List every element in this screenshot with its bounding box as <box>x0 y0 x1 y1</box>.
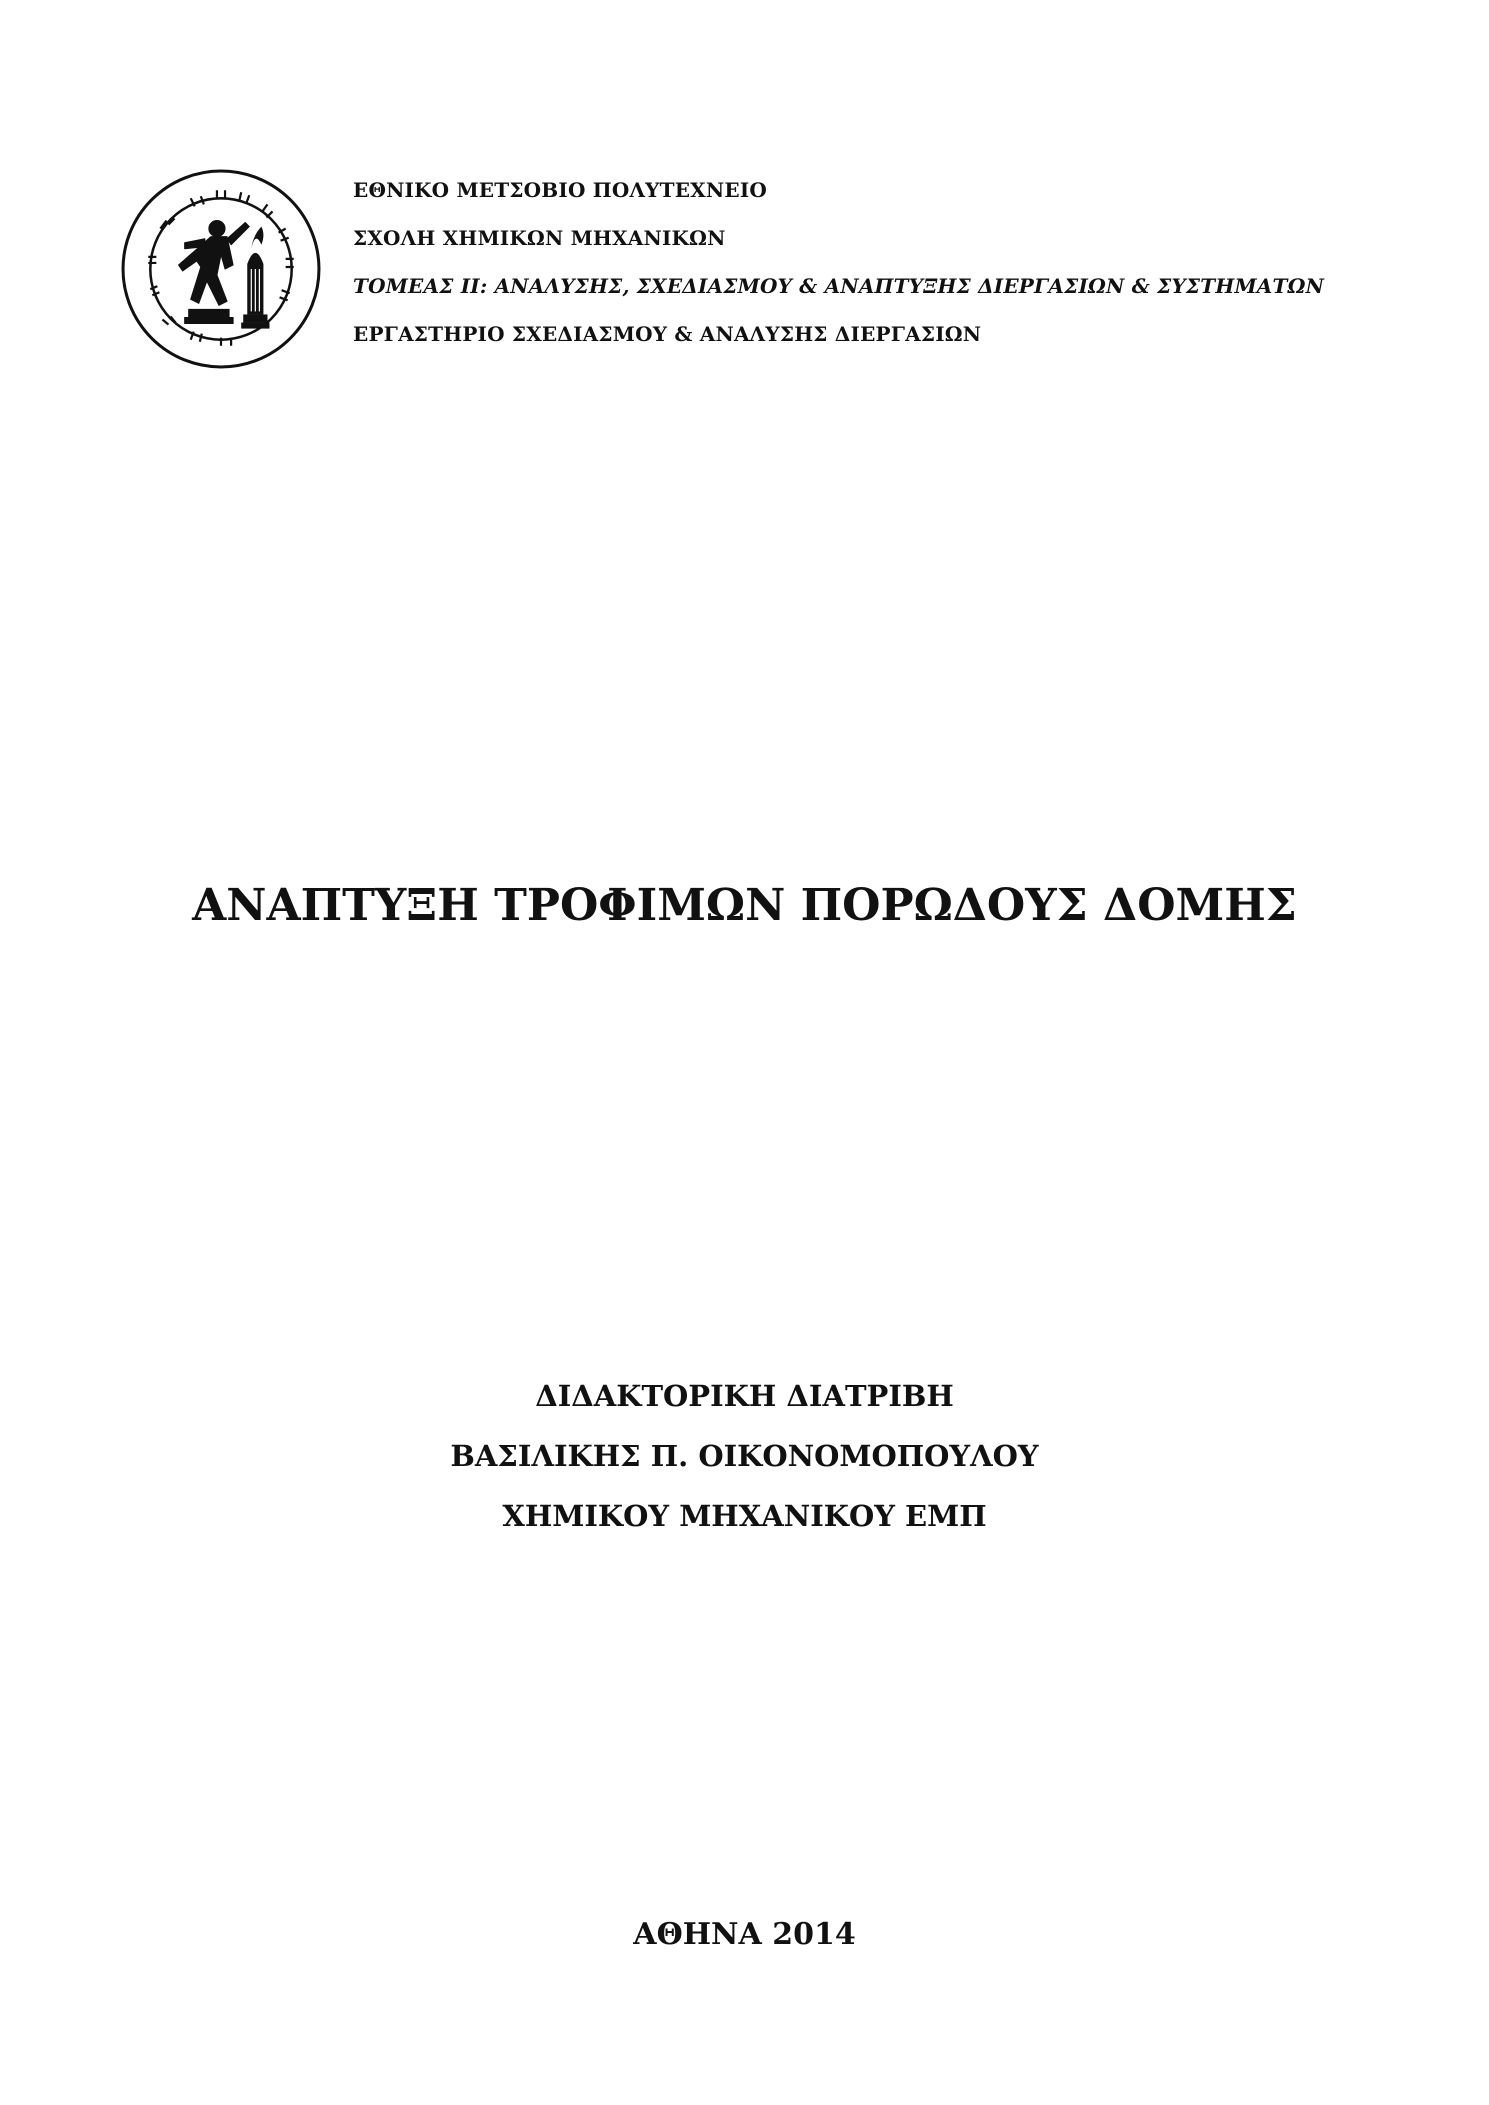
thesis-info <box>0 1378 1489 1558</box>
department-name: ΤΟΜΕΑΣ ΙΙ: ΑΝΑΛΥΣΗΣ, ΣΧΕΔΙΑΣΜΟΥ & ΑΝΑΠΤΥΞΗΣ ΔΙΕΡΓΑΣΙΩΝ & ΣΥΣΤΗΜΑΤΩΝ <box>353 274 1325 298</box>
institution-header <box>353 178 1433 370</box>
thesis-author: ΒΑΣΙΛΙΚΗΣ Π. ΟΙΚΟΝΟΜΟΠΟΥΛΟΥ <box>450 1439 1039 1473</box>
author-qualification: ΧΗΜΙΚΟΥ ΜΗΧΑΝΙΚΟΥ ΕΜΠ <box>502 1499 987 1533</box>
thesis-title: ΑΝΑΠΤΥΞΗ ΤΡΟΦΙΜΩΝ ΠΟΡΩΔΟΥΣ ΔΟΜΗΣ <box>192 880 1297 931</box>
school-name: ΣΧΟΛΗ ΧΗΜΙΚΩΝ ΜΗΧΑΝΙΚΩΝ <box>353 226 726 250</box>
thesis-type: ΔΙΔΑΚΤΟΡΙΚΗ ΔΙΑΤΡΙΒΗ <box>535 1379 954 1413</box>
place-and-year: ΑΘΗΝΑ 2014 <box>633 1917 856 1952</box>
laboratory-name: ΕΡΓΑΣΤΗΡΙΟ ΣΧΕΔΙΑΣΜΟΥ & ΑΝΑΛΥΣΗΣ ΔΙΕΡΓΑΣΙΩΝ <box>353 322 982 346</box>
university-name: ΕΘΝΙΚΟ ΜΕΤΣΟΒΙΟ ΠΟΛΥΤΕΧΝΕΙΟ <box>353 178 767 202</box>
ntua-seal-icon <box>120 168 322 370</box>
